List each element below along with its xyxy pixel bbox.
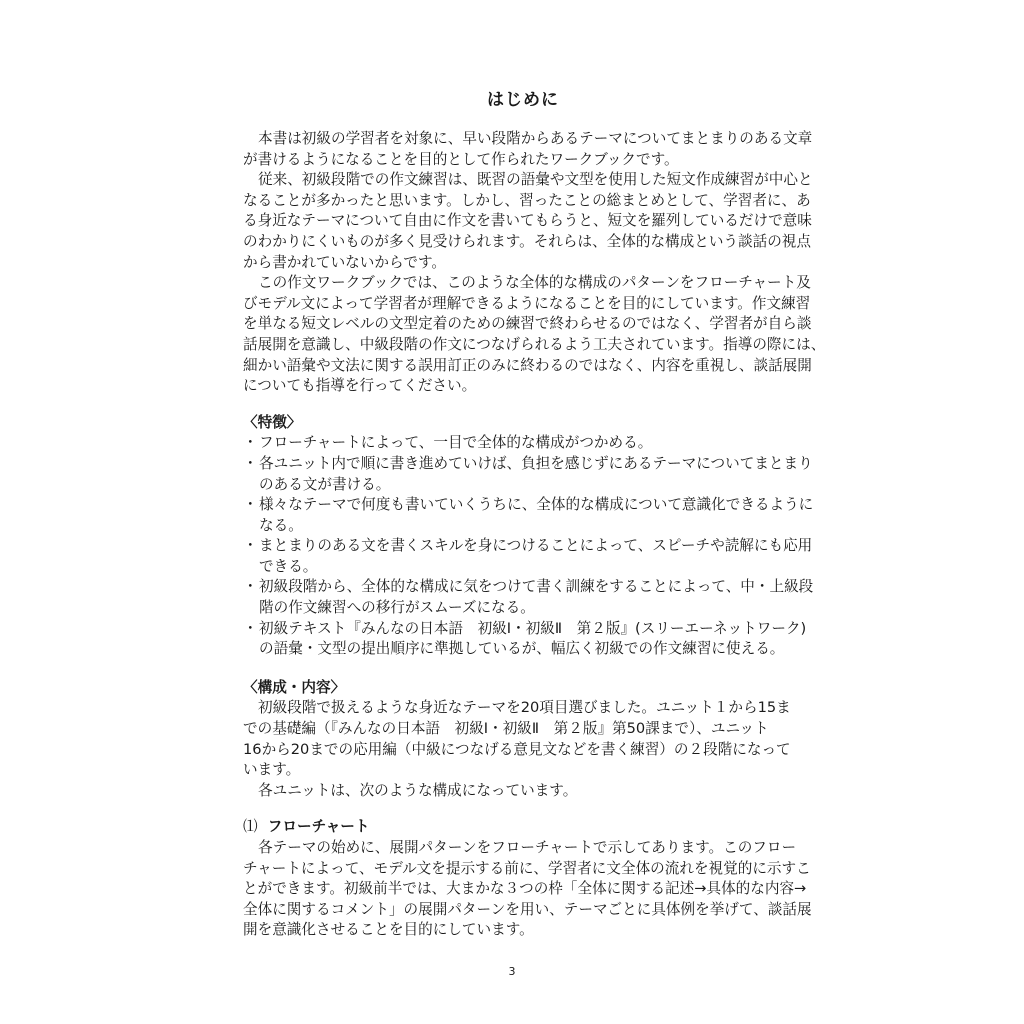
feature-line — [243, 495, 814, 516]
document-page — [243, 88, 826, 941]
feature-line — [243, 619, 807, 640]
structure-section — [243, 698, 803, 801]
paragraph-line: 全体に関するコメント」の展開パターンを用い、テーマごとに具体例を挙げて、談話展 — [243, 900, 812, 918]
flowchart-section — [243, 838, 812, 941]
bullet-icon: ・ — [243, 619, 258, 637]
feature-line — [243, 598, 803, 619]
paragraph-line: 16から20までの応用編（中級につなげる意見文などを書く練習）の２段階になって — [243, 740, 791, 758]
paragraph-line: 各テーマの始めに、展開パターンをフローチャートで示してあります。このフロー — [258, 839, 797, 856]
flowchart-title: フローチャート — [267, 818, 370, 836]
feature-item — [243, 495, 814, 536]
spacer — [243, 397, 803, 413]
bullet-icon: ・ — [243, 434, 258, 452]
feature-line — [243, 516, 803, 537]
flowchart-heading — [243, 817, 803, 838]
bullet-icon: ・ — [243, 496, 258, 514]
bullet-icon: ・ — [243, 454, 258, 472]
page-title: はじめに — [487, 90, 559, 110]
paragraph-line: が書けるようになることを目的として作られたワークブックです。 — [243, 150, 679, 168]
paragraph-line: から書かれていないからです。 — [243, 253, 446, 271]
paragraph-line: とができます。初級前半では、大まかな３つの枠「全体に関する記述→具体的な内容→ — [243, 880, 807, 898]
paragraph-line: この作文ワークブックでは、このような全体的な構成のパターンをフローチャート及 — [258, 274, 811, 292]
paragraph-line: のわかりにくいものが多く見受けられます。それらは、全体的な構成という談話の視点 — [243, 232, 811, 250]
paragraph-line: 話展開を意識し、中級段階の作文につなげられるよう工夫されています。指導の際には、 — [243, 335, 826, 353]
bullet-icon: ・ — [243, 537, 258, 555]
paragraph-line: なることが多かったと思います。しかし、習ったことの総まとめとして、学習者に、あ — [243, 191, 811, 209]
feature-line — [243, 639, 803, 660]
feature-text: まとまりのある文を書くスキルを身につけることによって、スピーチや読解にも応用 — [259, 537, 813, 555]
feature-text: なる。 — [259, 516, 303, 534]
feature-line — [243, 454, 813, 475]
bullet-indent — [243, 475, 259, 496]
feature-line — [243, 536, 813, 557]
structure-heading: 〈構成・内容〉 — [243, 678, 346, 696]
paragraph-line: 本書は初級の学習者を対象に、早い段階からあるテーマについてまとまりのある文章 — [258, 130, 813, 147]
paragraph-line: についても指導を行ってください。 — [243, 377, 477, 395]
section-number: ⑴ — [243, 818, 258, 836]
feature-item — [243, 536, 813, 577]
feature-text: 初級テキスト『みんなの日本語 初級Ⅰ・初級Ⅱ 第２版』(スリーエーネットワーク) — [259, 619, 807, 637]
paragraph-line: 初級段階で扱えるような身近なテーマを20項目選びました。ユニット１から15ま — [258, 699, 791, 717]
paragraph-line: 細かい語彙や文法に関する誤用訂正のみに終わるのではなく、内容を重視し、談話展開 — [243, 356, 812, 374]
feature-text: フローチャートによって、一目で全体的な構成がつかめる。 — [259, 434, 653, 452]
feature-line — [243, 557, 803, 578]
feature-item — [243, 619, 807, 660]
features-list — [243, 433, 814, 660]
feature-text: 階の作文練習への移行がスムーズになる。 — [259, 599, 535, 617]
paragraph-line: る身近なテーマについて自由に作文を書いてもらうと、短文を羅列しているだけで意味 — [243, 212, 812, 230]
paragraph-line: を単なる短文レベルの文型定着のための練習で終わらせるのではなく、学習者が自ら談 — [243, 315, 812, 333]
feature-line — [243, 577, 814, 598]
feature-item — [243, 454, 813, 495]
bullet-indent — [243, 598, 259, 619]
paragraph-line: 従来、初級段階での作文練習は、既習の語彙や文型を使用した短文作成練習が中心と — [258, 171, 813, 189]
bullet-indent — [243, 557, 259, 578]
feature-text: できる。 — [259, 557, 318, 575]
feature-text: 様々なテーマで何度も書いていくうちに、全体的な構成について意識化できるように — [259, 496, 814, 514]
paragraph-line: 各ユニットは、次のような構成になっています。 — [258, 781, 578, 799]
feature-text: 初級段階から、全体的な構成に気をつけて書く訓練をすることによって、中・上級段 — [259, 578, 814, 596]
intro-section — [243, 129, 826, 397]
features-heading: 〈特徴〉 — [243, 413, 302, 431]
paragraph-line: びモデル文によって学習者が理解できるようになることを目的にしています。作文練習 — [243, 294, 811, 312]
feature-text: 各ユニット内で順に書き進めていけば、負担を感じずにあるテーマについてまとまり — [259, 454, 813, 472]
paragraph-line: います。 — [243, 761, 301, 779]
paragraph-line: での基礎編（『みんなの日本語 初級Ⅰ・初級Ⅱ 第２版』第50課まで）、ユニット — [243, 720, 769, 738]
feature-text: のある文が書ける。 — [259, 475, 391, 493]
feature-item — [243, 577, 814, 618]
bullet-icon: ・ — [243, 578, 258, 596]
paragraph-line: 開を意識化させることを目的にしています。 — [243, 921, 534, 939]
feature-line — [243, 475, 803, 496]
feature-line — [243, 433, 803, 454]
bullet-indent — [243, 516, 259, 537]
bullet-indent — [243, 639, 259, 660]
spacer — [243, 660, 803, 678]
feature-text: の語彙・文型の提出順序に準拠しているが、幅広く初級での作文練習に使える。 — [259, 640, 785, 658]
feature-item — [243, 433, 803, 454]
paragraph-line: チャートによって、モデル文を提示する前に、学習者に文全体の流れを視覚的に示すこ — [243, 859, 811, 877]
page-number: 3 — [508, 965, 516, 978]
spacer — [243, 801, 803, 817]
